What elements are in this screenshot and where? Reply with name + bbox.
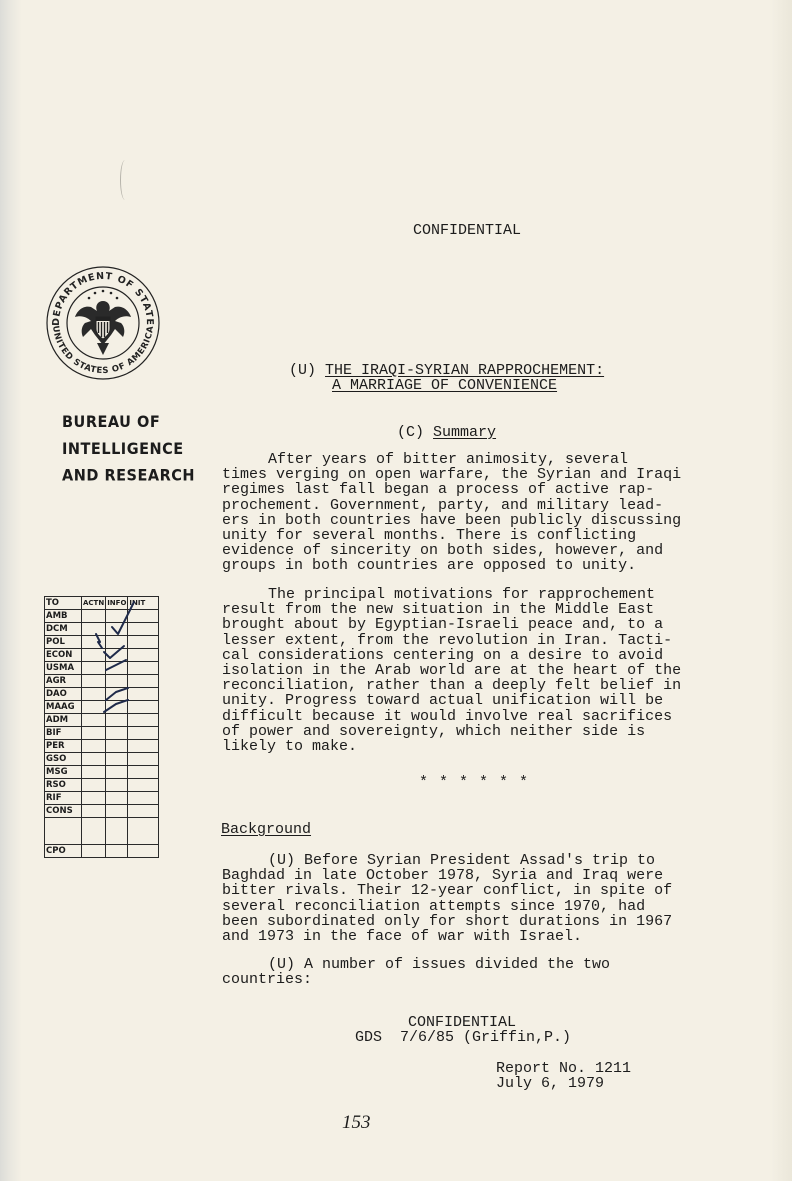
state-department-seal [45, 265, 161, 381]
background-paragraph-1: (U) Before Syrian President Assad's trip to Baghdad in late October 1978, Syria and Iraq were bitter rivals. Their 12-year conflict, in spite of several reconciliation attempts since 1970, had been subordinated only for short durations in 1967 and 1973 in the face of war with Israel. [222, 852, 673, 946]
stamp-row-label: CPO [45, 845, 82, 858]
stamp-row-label: USMA [45, 662, 82, 675]
summary-paragraph-1: After years of bitter animosity, several times verging on open warfare, the Syrian and Iraqi regimes last fall began a process of active rap- prochement. Government, party, and military lead- ers in both countries have been publicly discussing unity for several months. There is conflicting evidence of sincerity on both sides, however, and groups in both countries are opposed to unity. [222, 451, 682, 575]
background-heading: Background [221, 821, 312, 838]
title-prefix: (U) [289, 362, 317, 379]
title-line-2: A MARRIAGE OF CONVENIENCE [332, 377, 558, 394]
stamp-row-label: RIF [45, 792, 82, 805]
checkmark-icon [104, 700, 128, 712]
section-separator: * * * * * * [419, 774, 530, 791]
stamp-row-label: PER [45, 740, 82, 753]
bureau-line-1: BUREAU OF [62, 413, 161, 432]
stamp-header-info: INFO [106, 597, 128, 610]
page-number: 153 [342, 1112, 371, 1133]
stamp-row-label: ADM [45, 714, 82, 727]
stamp-row-label: MAAG [45, 701, 82, 714]
summary-paragraph-2: The principal motivations for rapprochement result from the new situation in the Middle East brought about by Egyptian-Israeli peace and, to a lesser extent, from the revolution in Iran. Tacti- cal considerations centering on a desire to avoid isolation in the Arab world are at the heart of the reconciliation, rather than a deeply felt belief in unity. Progress toward actual unification will be difficult because it would involve real sacrifices of power and sovereignty, which neither side is likely to make. [222, 586, 682, 756]
checkmark-icon [104, 646, 124, 658]
checkmark-icon [96, 634, 102, 648]
stamp-row-label: AGR [45, 675, 82, 688]
bureau-line-2: INTELLIGENCE [62, 440, 184, 459]
stamp-row-label: ECON [45, 649, 82, 662]
classification-top: CONFIDENTIAL [413, 222, 522, 239]
summary-heading [397, 425, 496, 440]
stamp-row-label: DCM [45, 623, 82, 636]
summary-prefix: (C) [397, 424, 425, 441]
stamp-row-label: BIF [45, 727, 82, 740]
stamp-row-label: CONS [45, 805, 82, 818]
title-line-1: THE IRAQI-SYRIAN RAPPROCHEMENT: [325, 362, 605, 379]
seal-icon [45, 265, 161, 381]
svg-text:UNITED STATES OF AMERICA: UNITED STATES OF AMERICA [49, 325, 157, 377]
routing-stamp [44, 596, 159, 858]
stamp-row-label: MSG [45, 766, 82, 779]
stamp-row-label: POL [45, 636, 82, 649]
bureau-line-3: AND RESEARCH [62, 467, 196, 486]
report-date: July 6, 1979 [496, 1075, 605, 1092]
stamp-header-actn: ACTN [82, 597, 106, 610]
stamp-row-label: DAO [45, 688, 82, 701]
stamp-header-to: TO [45, 597, 82, 610]
declassification-line: GDS 7/6/85 (Griffin,P.) [355, 1029, 572, 1046]
classification-bottom: CONFIDENTIAL [408, 1014, 517, 1031]
svg-text:DEPARTMENT OF STATE: DEPARTMENT OF STATE [50, 270, 156, 327]
bleed-through-text [300, 112, 309, 127]
pencil-mark [120, 160, 130, 200]
stamp-row-label: GSO [45, 753, 82, 766]
document-title [289, 363, 604, 378]
handwritten-check-marks [44, 596, 164, 886]
checkmark-icon [112, 602, 134, 634]
summary-title: Summary [433, 424, 497, 441]
report-number: Report No. 1211 [496, 1060, 632, 1077]
checkmark-icon [106, 688, 128, 700]
checkmark-icon [106, 660, 126, 670]
stamp-row-label: AMB [45, 610, 82, 623]
bureau-name [62, 409, 195, 490]
background-paragraph-2: (U) A number of issues divided the two countries: [222, 956, 611, 989]
stamp-row-label: RSO [45, 779, 82, 792]
stamp-header-init: INIT [128, 597, 159, 610]
